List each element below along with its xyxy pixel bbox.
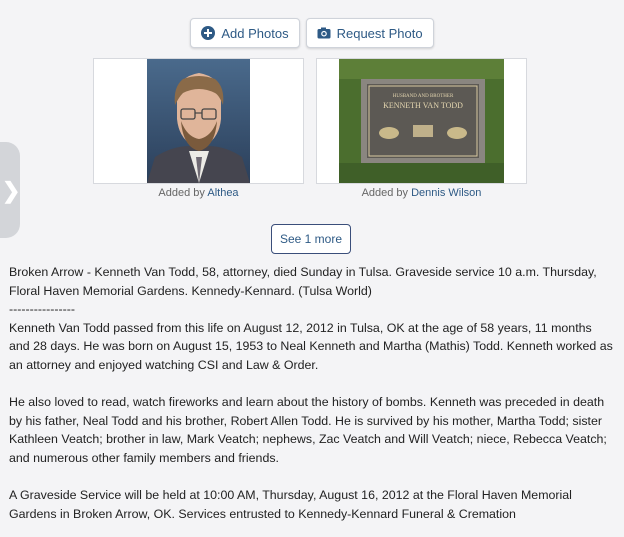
add-photos-button[interactable]	[190, 18, 299, 48]
bio-paragraph: Broken Arrow - Kenneth Van Todd, 58, attorney, died Sunday in Tulsa. Graveside service 10 a.m. Thursday, Floral Haven Memorial Gardens. Kennedy-Kennard. (Tulsa World)	[9, 265, 597, 298]
bio-paragraph: He also loved to read, watch fireworks and learn about the history of bombs. Kenneth was preceded in death by his father, Neal Todd and his brother, Robert Allen Todd. He is survived by his mother, Martha Todd; sister Kathleen Veatch; brother in law, Mark Veatch; nephews, Zac Veatch and Will Veatch; niece, Rebecca Veatch; and numerous other family members and friends.	[9, 395, 607, 465]
request-photo-button[interactable]	[306, 18, 434, 48]
photo-caption	[93, 187, 304, 199]
portrait-photo[interactable]	[147, 59, 250, 183]
photo-frame[interactable]	[93, 58, 304, 184]
caption-prefix: Added by	[361, 187, 409, 199]
photo-frame[interactable]	[316, 58, 527, 184]
grave-marker-photo[interactable]	[339, 59, 504, 183]
photo-caption	[316, 187, 527, 199]
add-photos-label: Add Photos	[221, 25, 289, 41]
camera-icon	[317, 26, 331, 40]
caption-prefix: Added by	[158, 187, 205, 199]
marker-line-2: KENNETH VAN TODD	[383, 101, 463, 110]
photo-actions	[0, 18, 624, 48]
chevron-right-icon: ❯	[2, 178, 21, 203]
request-photo-label: Request Photo	[336, 25, 423, 41]
see-more-button[interactable]: See 1 more	[271, 224, 351, 254]
added-by-link[interactable]: Althea	[207, 187, 239, 199]
photo-card	[93, 58, 304, 199]
plus-circle-icon	[201, 26, 215, 40]
marker-line-1: HUSBAND AND BROTHER	[392, 94, 454, 99]
bio-text	[9, 263, 615, 523]
bio-divider: ----------------	[9, 302, 76, 317]
photo-card	[316, 58, 527, 199]
bio-paragraph: Kenneth Van Todd passed from this life on August 12, 2012 in Tulsa, OK at the age of 58 years, 11 months and 28 days. He was born on August 15, 1953 to Neal Kenneth and Martha (Mathis) Todd. Kenneth worked as an attorney and enjoyed watching CSI and Law & Order.	[9, 320, 613, 372]
side-nav-tab[interactable]	[0, 142, 20, 238]
photo-gallery	[93, 58, 527, 199]
bio-paragraph: A Graveside Service will be held at 10:00 AM, Thursday, August 16, 2012 at the Floral Haven Memorial Gardens in Broken Arrow, OK. Services entrusted to Kennedy-Kennard Funeral & Cremation	[9, 488, 572, 521]
added-by-link[interactable]: Dennis Wilson	[411, 187, 482, 199]
